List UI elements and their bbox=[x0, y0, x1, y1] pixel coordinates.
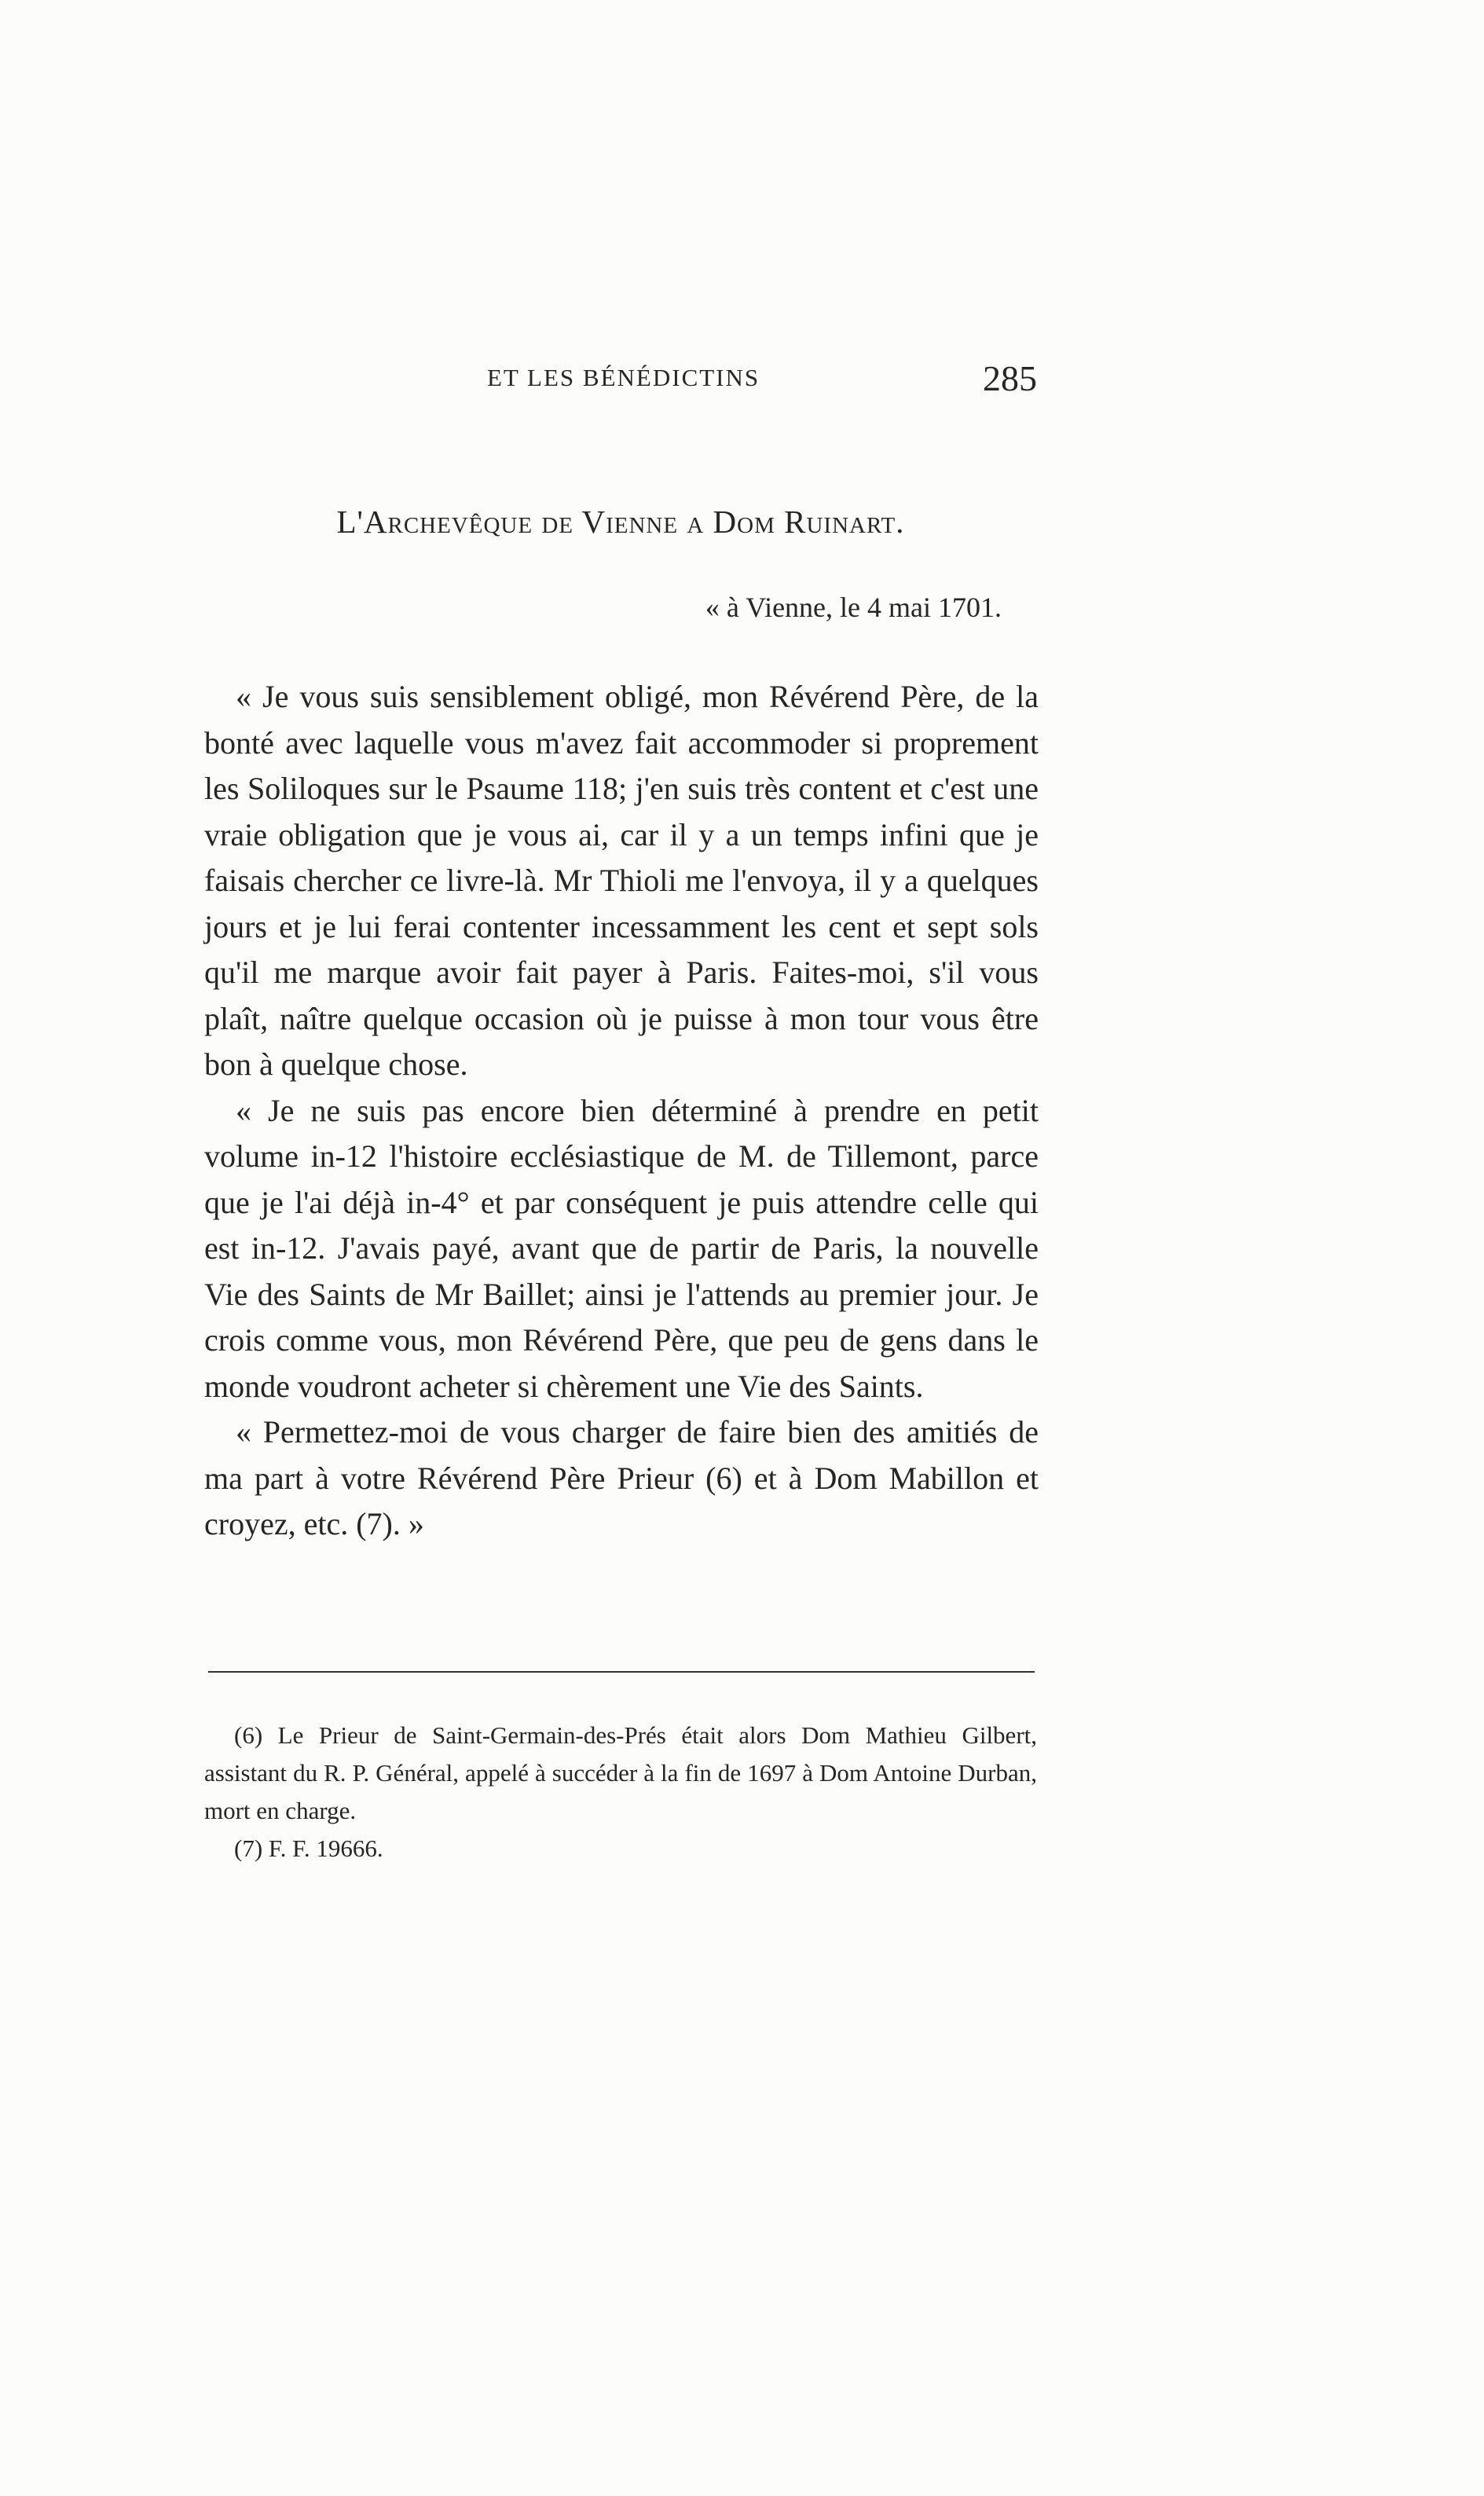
running-title: ET LES BÉNÉDICTINS bbox=[487, 364, 760, 391]
footnotes bbox=[204, 1717, 1037, 1867]
letter-heading: L'Archevêque de Vienne a Dom Ruinart. bbox=[336, 504, 905, 540]
paragraph: « Je ne suis pas encore bien déterminé à prendre en petit volume in-12 l'histoire ecclésiastique de M. de Tillemont, parce que je l'ai déjà in-4° et par conséquent je puis attendre celle qui est in-12. J'avais payé, avant que de partir de Paris, la nouvelle Vie des Saints de Mr Baillet; ainsi je l'attends au premier jour. Je crois comme vous, mon Révérend Père, que peu de gens dans le monde voudront acheter si chèrement une Vie des Saints. bbox=[204, 1092, 1039, 1404]
footnote-rule bbox=[208, 1671, 1035, 1673]
paragraph: « Je vous suis sensiblement obligé, mon Révérend Père, de la bonté avec laquelle vous m'avez fait accommoder si proprement les Soliloques sur le Psaume 118; j'en suis très content et c'est une vraie obligation que je vous ai, car il y a un temps infini que je faisais chercher ce livre-là. Mr Thioli me l'envoya, il y a quelques jours et je lui ferai contenter incessamment les cent et sept sols qu'il me marque avoir fait payer à Paris. Faites-moi, s'il vous plaît, naître quelque occasion où je puisse à mon tour vous être bon à quelque chose. bbox=[204, 679, 1039, 1082]
running-head bbox=[204, 357, 1037, 405]
page-number: 285 bbox=[983, 358, 1037, 398]
footnote: (7) F. F. 19666. bbox=[234, 1834, 383, 1862]
footnote: (6) Le Prieur de Saint-Germain-des-Prés était alors Dom Mathieu Gilbert, assistant du R. P. Général, appelé à succéder à la fin de 1697 à Dom Antoine Durban, mort en charge. bbox=[204, 1721, 1037, 1824]
paragraph: « Permettez-moi de vous charger de faire bien des amitiés de ma part à votre Révérend Père Prieur (6) et à Dom Mabillon et croyez, etc. (7). » bbox=[204, 1414, 1039, 1541]
dateline: « à Vienne, le 4 mai 1701. bbox=[705, 592, 1002, 623]
letter-body bbox=[204, 674, 1039, 1548]
